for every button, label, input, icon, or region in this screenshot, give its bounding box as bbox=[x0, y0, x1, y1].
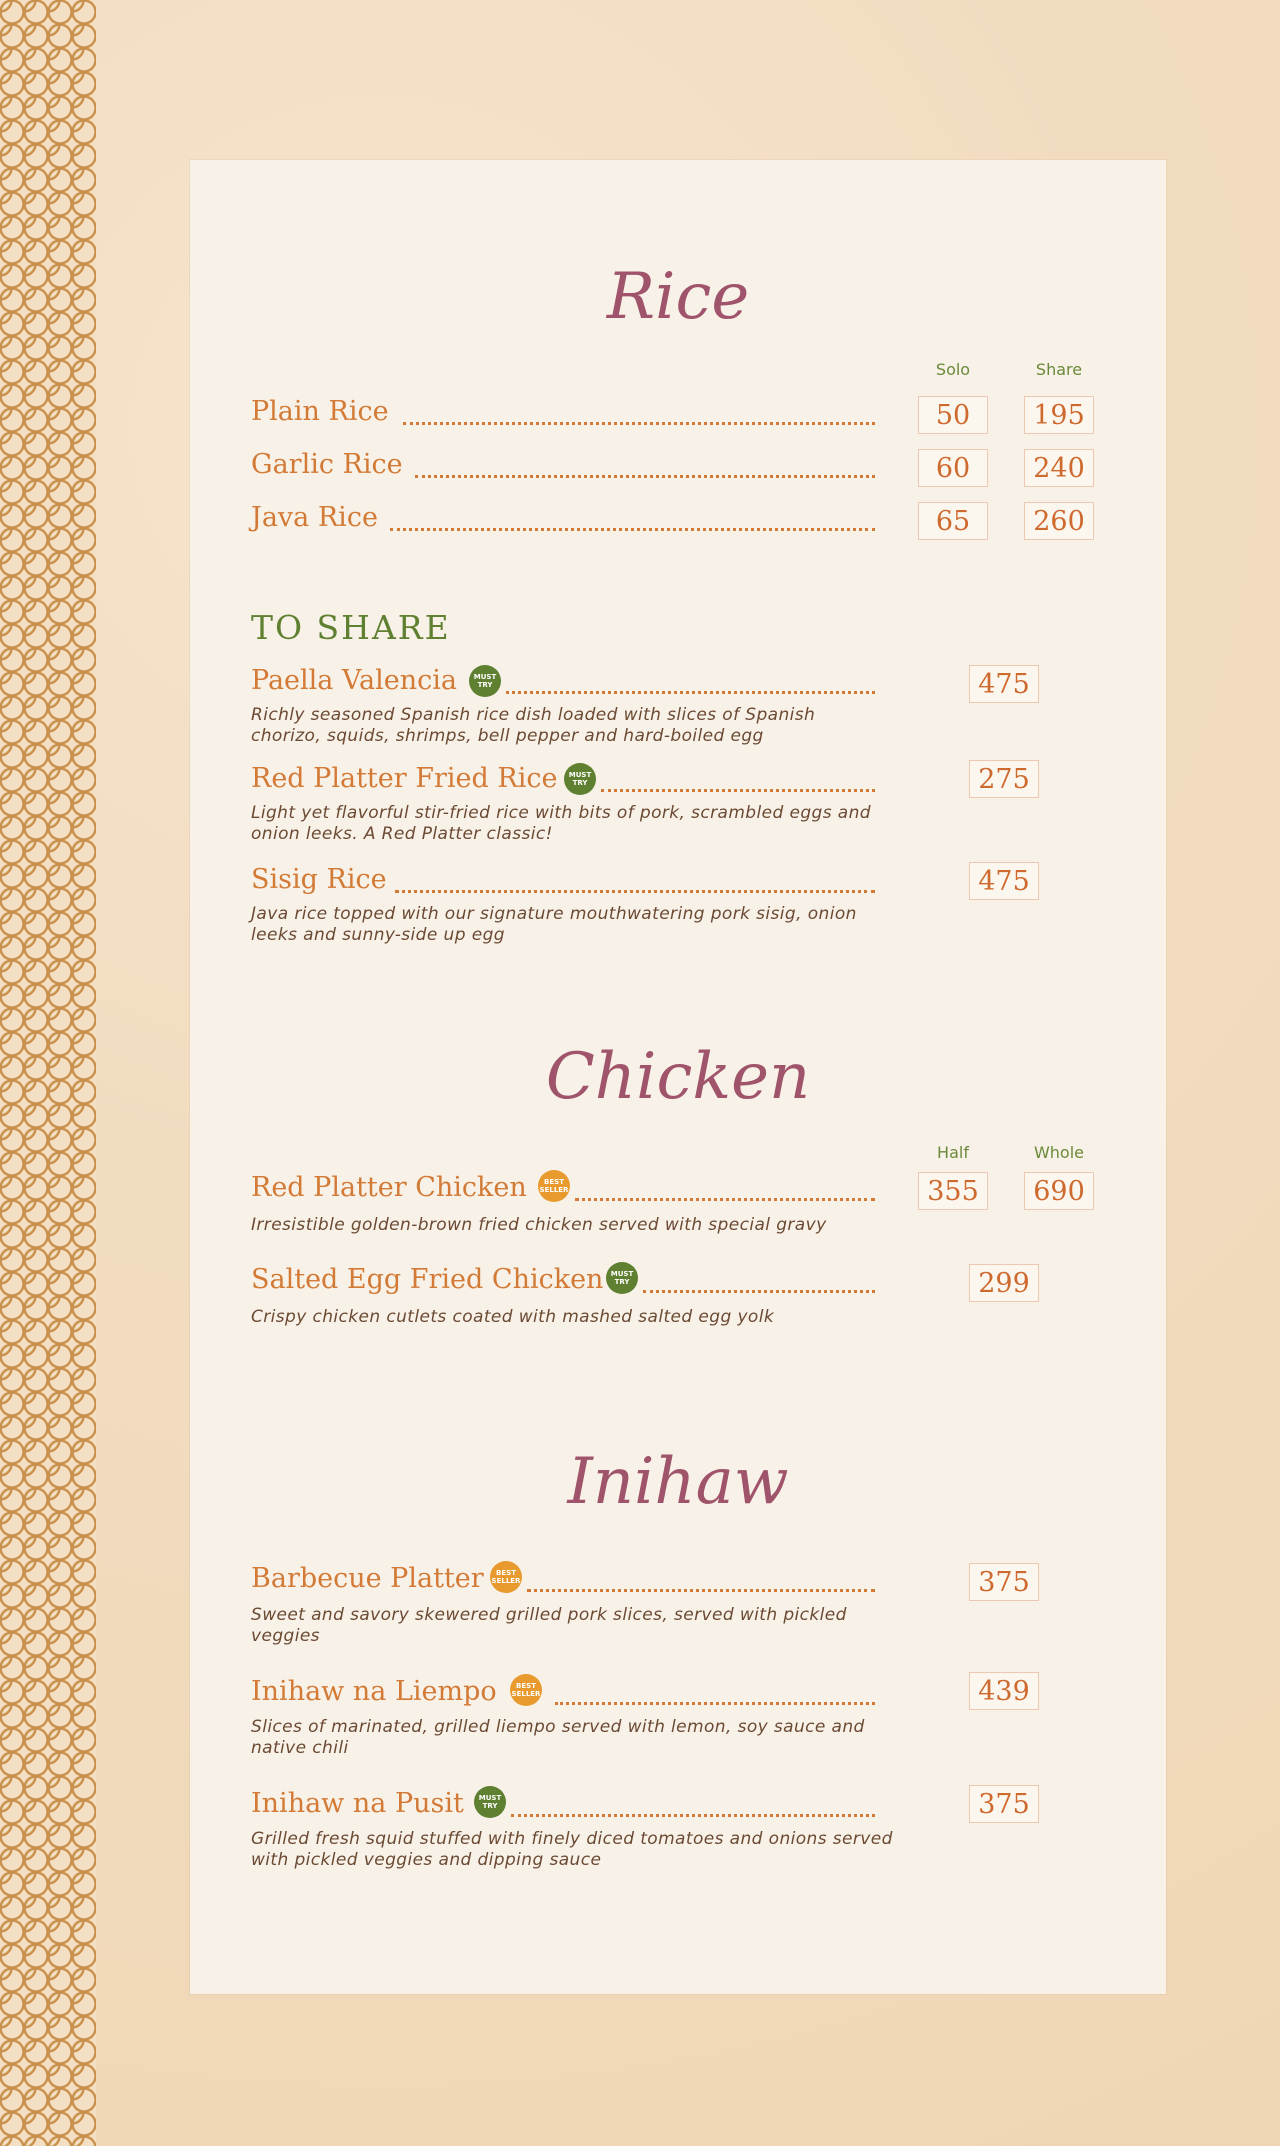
best-seller-badge: BEST SELLER bbox=[538, 1170, 570, 1202]
item-name: Red Platter Chicken bbox=[251, 1172, 527, 1203]
dot-leader bbox=[511, 1814, 875, 1817]
item-description: Grilled fresh squid stuffed with finely diced tomatoes and onions served with pickled veggies and dipping sauce bbox=[251, 1829, 893, 1870]
best-seller-badge: BEST SELLER bbox=[510, 1674, 542, 1706]
item-name: Barbecue Platter bbox=[251, 1563, 484, 1594]
item-name: Java Rice bbox=[251, 502, 378, 533]
item-name: Sisig Rice bbox=[251, 864, 387, 895]
price-share: 195 bbox=[1024, 396, 1094, 434]
price: 439 bbox=[969, 1672, 1039, 1710]
price-share: 240 bbox=[1024, 449, 1094, 487]
dot-leader bbox=[403, 422, 875, 425]
col-whole-label: Whole bbox=[1033, 1143, 1085, 1162]
must-try-badge: MUST TRY bbox=[474, 1786, 506, 1818]
col-half-label: Half bbox=[937, 1143, 969, 1162]
item-name: Salted Egg Fried Chicken bbox=[251, 1264, 604, 1295]
col-share-label: Share bbox=[1035, 360, 1083, 379]
subsection-title-to-share: TO SHARE bbox=[251, 608, 451, 647]
item-name: Garlic Rice bbox=[251, 449, 403, 480]
price-whole: 690 bbox=[1024, 1172, 1094, 1210]
dot-leader bbox=[643, 1290, 875, 1293]
best-seller-badge: BEST SELLER bbox=[490, 1561, 522, 1593]
must-try-badge: MUST TRY bbox=[606, 1262, 638, 1294]
price-share: 260 bbox=[1024, 502, 1094, 540]
item-description: Crispy chicken cutlets coated with mashed salted egg yolk bbox=[251, 1307, 775, 1327]
price: 475 bbox=[969, 665, 1039, 703]
item-description: Irresistible golden-brown fried chicken served with special gravy bbox=[251, 1215, 827, 1235]
price: 299 bbox=[969, 1264, 1039, 1302]
dot-leader bbox=[390, 528, 875, 531]
dot-leader bbox=[506, 691, 875, 694]
item-description: Slices of marinated, grilled liempo served with lemon, soy sauce and native chili bbox=[251, 1717, 865, 1758]
item-name: Red Platter Fried Rice bbox=[251, 763, 558, 794]
item-name: Paella Valencia bbox=[251, 665, 457, 696]
price: 375 bbox=[969, 1785, 1039, 1823]
item-name: Inihaw na Liempo bbox=[251, 1676, 497, 1707]
dot-leader bbox=[415, 475, 875, 478]
dot-leader bbox=[555, 1702, 875, 1705]
menu-card bbox=[190, 160, 1166, 1994]
item-name: Plain Rice bbox=[251, 396, 389, 427]
section-title-chicken: Chicken bbox=[545, 1040, 811, 1114]
must-try-badge: MUST TRY bbox=[469, 665, 501, 697]
price-solo: 50 bbox=[918, 396, 988, 434]
price: 475 bbox=[969, 862, 1039, 900]
price-half: 355 bbox=[918, 1172, 988, 1210]
item-description: Light yet flavorful stir-fried rice with bits of pork, scrambled eggs and onion leeks. A Red Platter classic! bbox=[251, 803, 871, 844]
section-title-inihaw: Inihaw bbox=[567, 1445, 789, 1519]
must-try-badge: MUST TRY bbox=[564, 763, 596, 795]
dot-leader bbox=[601, 789, 875, 792]
dot-leader bbox=[395, 890, 875, 893]
price-solo: 65 bbox=[918, 502, 988, 540]
price: 275 bbox=[969, 760, 1039, 798]
decorative-border-pattern bbox=[0, 0, 96, 2146]
dot-leader bbox=[527, 1589, 875, 1592]
section-title-rice: Rice bbox=[606, 260, 750, 334]
item-description: Sweet and savory skewered grilled pork slices, served with pickled veggies bbox=[251, 1605, 847, 1646]
col-solo-label: Solo bbox=[935, 360, 971, 379]
item-name: Inihaw na Pusit bbox=[251, 1788, 464, 1819]
price-solo: 60 bbox=[918, 449, 988, 487]
item-description: Richly seasoned Spanish rice dish loaded with slices of Spanish chorizo, squids, shrimps, bell pepper and hard-boiled egg bbox=[251, 705, 816, 746]
item-description: Java rice topped with our signature mouthwatering pork sisig, onion leeks and sunny-side up egg bbox=[251, 904, 857, 945]
price: 375 bbox=[969, 1563, 1039, 1601]
dot-leader bbox=[575, 1198, 875, 1201]
